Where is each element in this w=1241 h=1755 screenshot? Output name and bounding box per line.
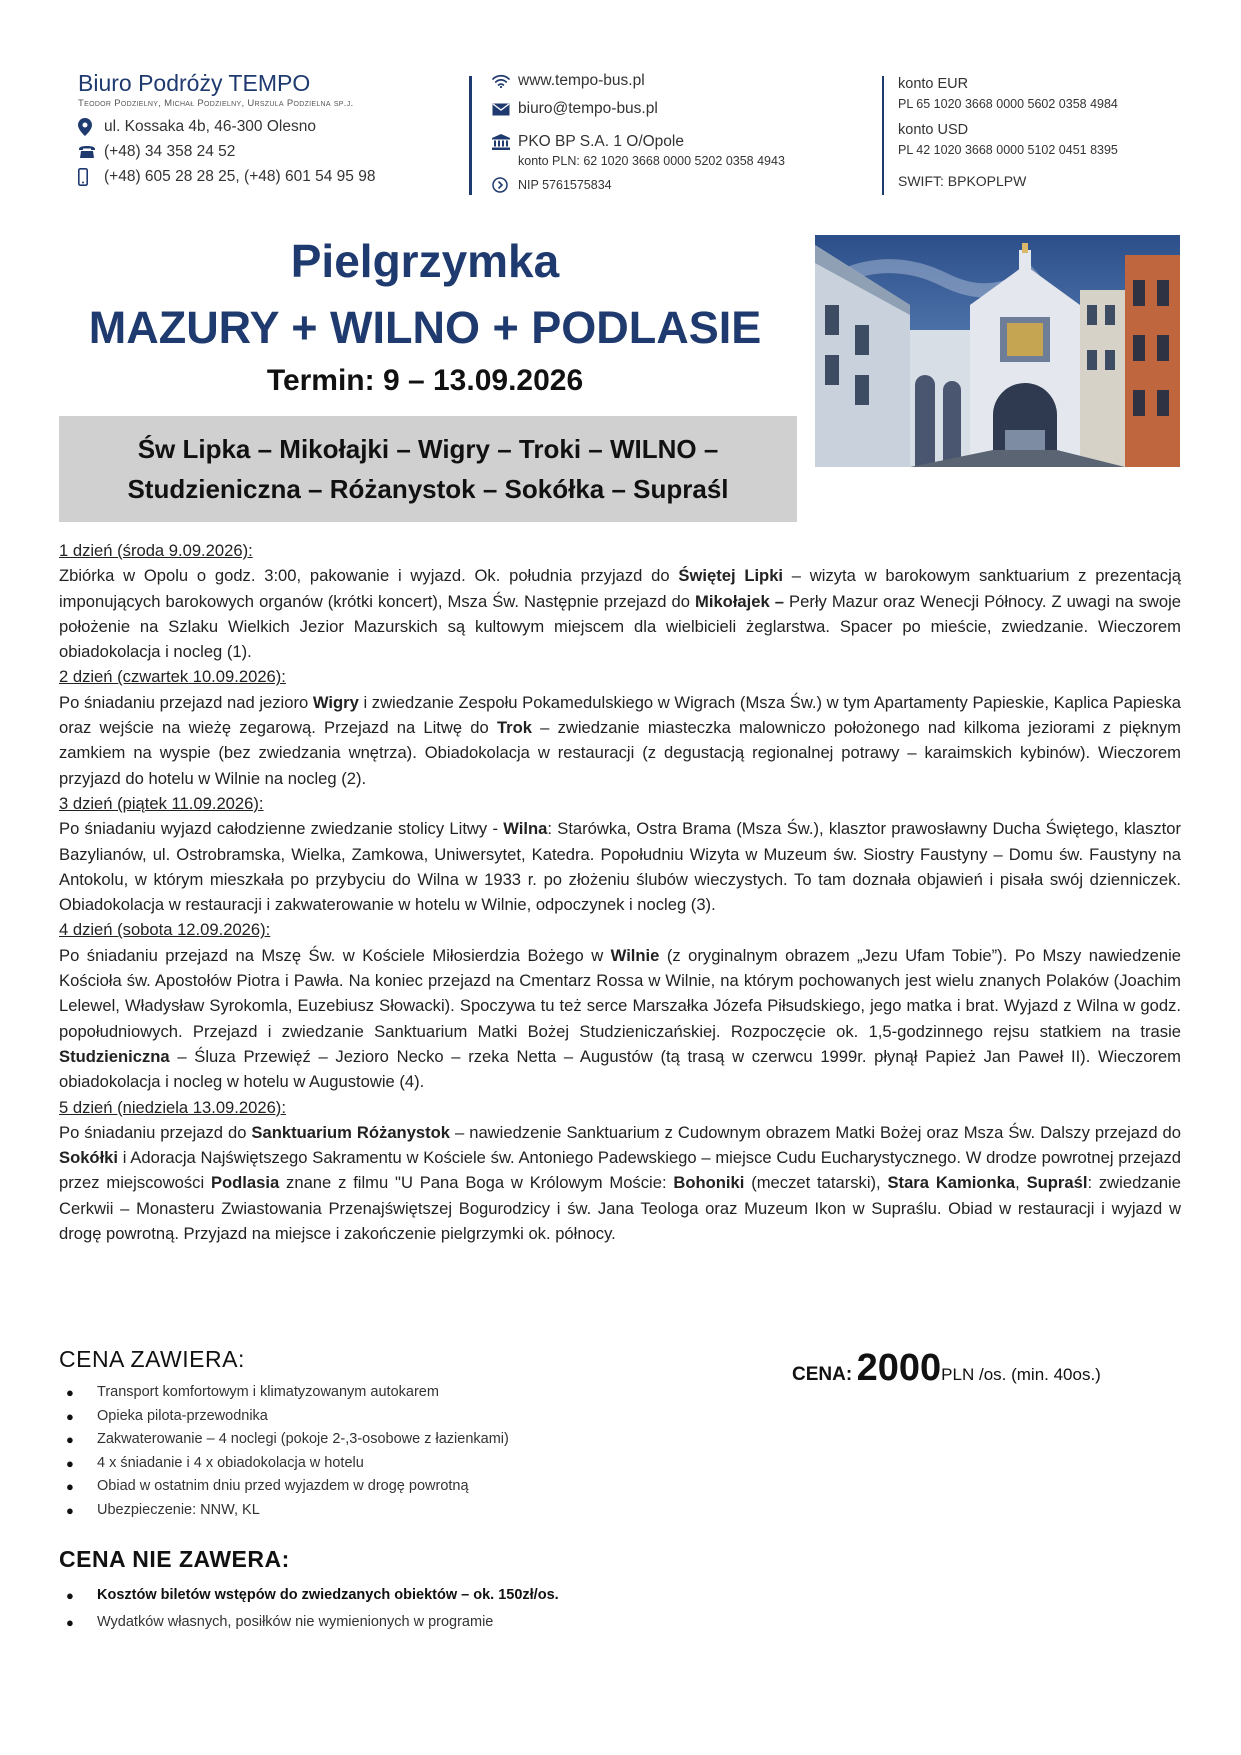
text-run: Po śniadaniu wyjazd całodzienne zwiedzanie stolicy Litwy - [59,819,504,839]
day-5-text [59,1120,1181,1246]
highlighted-place: Wilna [503,819,548,839]
day-3-text [59,816,1181,917]
price-box [792,1347,1101,1390]
phone-icon [78,145,104,159]
page-title: Pielgrzymka [290,235,560,287]
phone-text: (+48) 34 358 24 52 [104,143,236,160]
includes-list [59,1381,509,1522]
day-2 [59,664,1181,790]
konto-pln: konto PLN: 62 1020 3668 0000 5202 0358 4943 [518,154,785,168]
envelope-icon [492,103,518,116]
list-item: ● Opieka pilota-przewodnika [59,1405,509,1429]
text-run: – wizyta w barokowym sanktuarium z prezentacją imponujących barokowych organów (krótki koncert), Msza Św. Następnie przejazd do [59,566,1181,611]
list-item: ● Wydatków własnych, posiłków nie wymienionych w programie [59,1609,559,1636]
day-3 [59,791,1181,917]
konto-usd-label: konto USD [898,122,969,138]
highlighted-place: Świętej Lipki [678,566,784,586]
route-line-1: Św Lipka – Mikołajki – Wigry – Troki – WILNO – [137,434,719,464]
bullet-icon: ● [66,1502,74,1518]
bullet-icon: ● [66,1408,74,1424]
list-item: ● Zakwaterowanie – 4 noclegi (pokoje 2-,3-osobowe z łazienkami) [59,1428,509,1452]
text-run: : zwiedzanie Cerkwii – Monasteru Zwiastowania Przenajświętszej Bogurodzicy i św. Jana Teologa oraz Muzeum Ikon w Supraślu. Obiad w restauracji i wyjazd w drogę powrotną. Przyjazd na miejsce i zakończenie pielgrzymki ok. północy. [59,1173,1181,1244]
bank-text: PKO BP S.A. 1 O/Opole [518,133,684,150]
text-run: i Adoracja Najświętszego Sakramentu w Kościele św. Antoniego Padewskiego – miejsce Cudu Eucharystycznego. W drodze powrotnej przejazd przez miejscowości [59,1148,1181,1193]
bullet-icon: ● [66,1615,74,1630]
mobile-phone-icon [78,168,104,186]
konto-eur-label: konto EUR [898,76,969,92]
highlighted-place: Supraśl [1026,1173,1088,1193]
day-4 [59,917,1181,1094]
website-line [492,72,645,90]
text-run: – Śluza Przewięź – Jezioro Necko – rzeka Netta – Augustów (tą trasą w czerwcu 1999r. płynął Papież Jan Paweł II). Wieczorem obiadokolacja i nocleg w hotelu w Augustowie (4). [59,1046,1181,1092]
excludes-list [59,1582,559,1636]
highlighted-place: Studzieniczna [59,1046,170,1066]
list-item: ● 4 x śniadanie i 4 x obiadokolacja w hotelu [59,1452,509,1476]
text-run: – zwiedzanie miasteczka malowniczo położonego nad kilkoma jeziorami z pięknym zamkiem na wyspie (bez zwiedzania wnętrza). Obiadokolacja w restauracji (z degustacją regionalnej potrawy – karaimskich kybinów). Wieczorem przyjazd do hotelu w Wilnie na nocleg (2). [59,718,1181,788]
text-run: (meczet tatarski), [744,1173,888,1193]
bullet-icon: ● [66,1479,74,1494]
konto-eur-number: PL 65 1020 3668 0000 5602 0358 4984 [898,97,1118,111]
highlighted-place: Wilnie [610,945,660,965]
bank-line [492,133,684,151]
text-run: Zbiórka w Opolu o godz. 3:00, pakowanie i wyjazd. Ok. południa przyjazd do [59,566,679,586]
text-run: (z oryginalnym obrazem „Jezu Ufam Tobie”). Po Mszy nawiedzenie Kościoła św. Apostołów Piotra i Pawła. Na koniec przejazd na Cmentarz Rossa w Wilnie, na którym pochowanych jest wielu znanych Polaków (Joachim Lelewel, Władysław Syrokomla, Euzebiusz Słowacki). Spoczywa tu też serce Marszałka Józefa Piłsudskiego, jego matka i brat. Wyjazd z Wilna w godz. popołudniowych. Przejazd i zwiedzanie Sanktuarium Matki Bożej Studzieniczańskiej. Rozpoczęcie ok. 1,5-godzinnego rejsu statkiem na trasie [59,945,1181,1041]
includes-heading: CENA ZAWIERA: [59,1346,245,1372]
website-link[interactable]: www.tempo-bus.pl [518,72,645,89]
highlighted-place: Podlasia [210,1173,280,1193]
day-5 [59,1095,1181,1247]
text-run: – nawiedzenie Sanktuarium z Cudownym obrazem Matki Bożej oraz Msza Św. Dalszy przejazd do [450,1122,1181,1142]
nip-text: NIP 5761575834 [518,178,612,192]
text-run: , [1015,1173,1027,1193]
highlighted-place: Sokółki [59,1148,119,1168]
company-owners: Teodor Podzielny, Michał Podzielny, Urszula Podzielna sp.j. [78,98,354,109]
mobile-text: (+48) 605 28 28 25, (+48) 601 54 95 98 [104,168,376,185]
text-run: i zwiedzanie Zespołu Pokamedulskiego w Wigrach (Msza Św.) w tym Apartamenty Papieskie, Kaplica Papieska oraz wejście na wieżę zegarową. Przejazd na Litwę do [59,692,1181,738]
list-item: ● Obiad w ostatnim dniu przed wyjazdem w drogę powrotną [59,1475,509,1499]
header-divider-2 [882,76,884,195]
excludes-heading: CENA NIE ZAWERA: [59,1546,290,1572]
page-subtitle: MAZURY + WILNO + PODLASIE [88,302,762,353]
text-run: znane z filmu "U Pana Boga w Królowym Moście: [279,1173,674,1193]
list-item: ● Ubezpieczenie: NNW, KL [59,1499,509,1523]
day-2-text [59,690,1181,791]
location-pin-icon [78,118,104,136]
highlighted-place: Bohoniki [673,1173,745,1193]
header-divider [469,76,472,195]
highlighted-place: Sanktuarium Różanystok [251,1122,451,1142]
text-run: Po śniadaniu przejazd na Mszę Św. w Kościele Miłosierdzia Bożego w [59,945,611,965]
day-1 [59,538,1181,664]
text-run: Po śniadaniu przejazd do [59,1122,252,1142]
list-item: ● Transport komfortowym i klimatyzowanym autokarem [59,1381,509,1405]
day-1-text [59,563,1181,664]
bullet-icon: ● [66,1385,74,1400]
highlighted-place: Stara Kamionka [887,1173,1016,1193]
highlighted-place: Trok [496,718,532,738]
email-link[interactable]: biuro@tempo-bus.pl [518,100,658,117]
nip-line [492,177,612,193]
phone-line [78,143,235,161]
day-3-heading: 3 dzień (piątek 11.09.2026): [59,793,264,813]
text-run: : Starówka, Ostra Brama (Msza Św.), klasztor prawosławny Ducha Świętego, klasztor Bazylianów, ul. Ostrobramska, Wielka, Zamkowa, Uniwersytet, Katedra. Popołudniu Wizyta w Muzeum św. Siostry Faustyny – Domu św. Faustyny na Antokolu, w którym mieszkała po przybyciu do Wilna w 1933 r. po złożeniu ślubów wieczystych. To tam doznała objawień i pisała swój dzienniczek. Obiadokolacja w restauracji i zakwaterowanie w hotelu w Wilnie, odpoczynek i nocleg (3). [59,819,1181,915]
itinerary [59,538,1181,1246]
wifi-icon [492,74,518,88]
ostra-brama-photo [815,235,1180,467]
text-run: Po śniadaniu przejazd nad jezioro [59,692,313,712]
price-unit: PLN /os. (min. 40os.) [941,1365,1101,1384]
route-line-2: Studzieniczna – Różanystok – Sokółka – Supraśl [127,474,729,504]
arrow-circle-icon [492,177,518,193]
price-amount: 2000 [856,1347,942,1389]
bullet-icon: ● [66,1455,74,1471]
day-4-heading: 4 dzień (sobota 12.09.2026): [59,920,271,940]
day-4-text [59,943,1181,1095]
email-line [492,100,658,118]
bank-icon [492,134,518,150]
konto-usd-number: PL 42 1020 3668 0000 5102 0451 8395 [898,143,1118,157]
day-5-heading: 5 dzień (niedziela 13.09.2026): [59,1097,286,1117]
day-2-heading: 2 dzień (czwartek 10.09.2026): [59,667,286,687]
highlighted-place: Mikołajek – [695,591,784,611]
bullet-icon: ● [66,1588,74,1603]
day-1-heading: 1 dzień (środa 9.09.2026): [59,541,253,560]
highlighted-place: Wigry [312,692,359,712]
address-text: ul. Kossaka 4b, 46-300 Olesno [104,118,316,135]
route-box [59,416,797,522]
company-name: Biuro Podróży TEMPO [78,70,311,96]
bullet-icon: ● [66,1432,74,1447]
text-run: Perły Mazur oraz Wenecji Północy. Z uwagi na swoje położenie na Szlaku Wielkich Jezior Mazurskich są kultowym miejscem dla wielbicieli żeglarstwa. Spacer po mieście, zwiedzanie. Wieczorem obiadokolacja i nocleg (1). [59,591,1181,662]
trip-date: Termin: 9 – 13.09.2026 [266,364,584,397]
list-item: ● Kosztów biletów wstępów do zwiedzanych obiektów – ok. 150zł/os. [59,1582,559,1609]
mobile-line [78,168,375,186]
price-label: CENA: [792,1364,853,1385]
swift-code: SWIFT: BPKOPLPW [898,173,1027,189]
address-line [78,118,316,136]
